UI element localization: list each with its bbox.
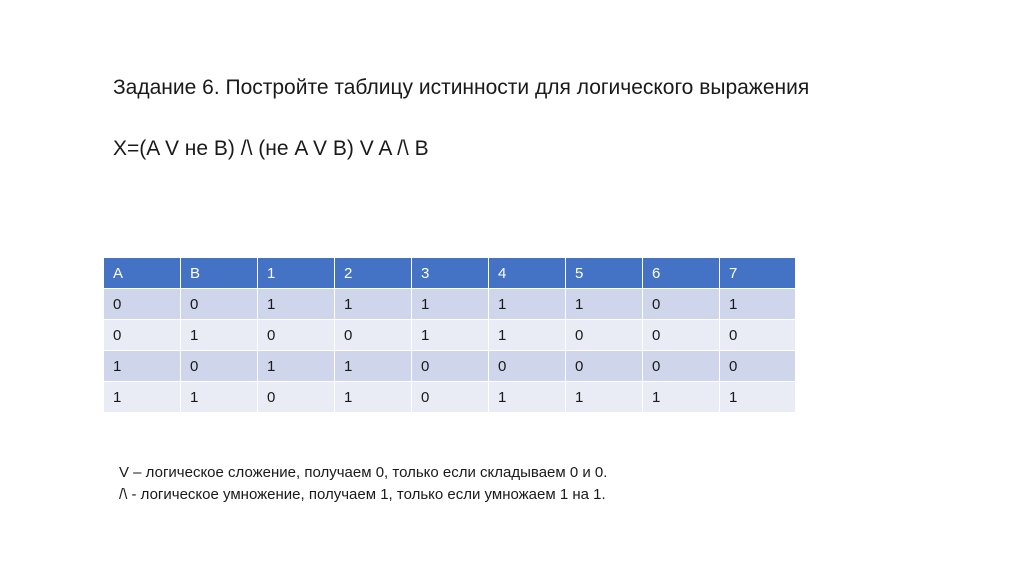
table-cell: 1 [104, 382, 181, 413]
table-cell: 1 [720, 289, 796, 320]
table-cell: 1 [335, 382, 412, 413]
table-row [104, 382, 796, 413]
header-cell-4: 4 [489, 258, 566, 289]
table-cell: 1 [181, 382, 258, 413]
truth-table [104, 258, 796, 413]
table-cell: 1 [412, 320, 489, 351]
table-cell: 0 [720, 320, 796, 351]
table-cell: 0 [104, 289, 181, 320]
table-cell: 0 [566, 320, 643, 351]
table-row [104, 289, 796, 320]
table-cell: 0 [566, 351, 643, 382]
table-cell: 0 [720, 351, 796, 382]
table-cell: 1 [566, 289, 643, 320]
table-cell: 1 [566, 382, 643, 413]
table-cell: 1 [489, 382, 566, 413]
table-cell: 0 [643, 351, 720, 382]
table-cell: 1 [720, 382, 796, 413]
table-cell: 1 [489, 320, 566, 351]
table-cell: 0 [643, 289, 720, 320]
table-cell: 0 [181, 289, 258, 320]
table-cell: 1 [335, 289, 412, 320]
header-cell-6: 6 [643, 258, 720, 289]
table-row [104, 320, 796, 351]
table-cell: 0 [258, 382, 335, 413]
notes [119, 462, 607, 506]
header-cell-3: 3 [412, 258, 489, 289]
note-or-definition: V – логическое сложение, получаем 0, только если складываем 0 и 0. [119, 464, 608, 481]
table-cell: 0 [335, 320, 412, 351]
table-row [104, 351, 796, 382]
table-cell: 0 [181, 351, 258, 382]
header-cell-2: 2 [335, 258, 412, 289]
table-cell: 1 [181, 320, 258, 351]
truth-table-header-row [104, 258, 796, 289]
table-cell: 1 [412, 289, 489, 320]
header-cell-7: 7 [720, 258, 796, 289]
header-cell-5: 5 [566, 258, 643, 289]
table-cell: 0 [104, 320, 181, 351]
table-cell: 1 [258, 289, 335, 320]
table-cell: 0 [643, 320, 720, 351]
table-cell: 0 [412, 382, 489, 413]
header-cell-a: A [104, 258, 181, 289]
table-cell: 1 [489, 289, 566, 320]
table-cell: 1 [258, 351, 335, 382]
table-cell: 0 [412, 351, 489, 382]
logical-expression: X=(A V не B) /\ (не A V B) V A /\ B [113, 137, 429, 160]
header-cell-b: B [181, 258, 258, 289]
table-cell: 0 [489, 351, 566, 382]
header-cell-1: 1 [258, 258, 335, 289]
task-title: Задание 6. Постройте таблицу истинности для логического выражения [113, 76, 810, 99]
table-cell: 1 [643, 382, 720, 413]
table-cell: 0 [258, 320, 335, 351]
table-cell: 1 [104, 351, 181, 382]
note-and-definition: /\ - логическое умножение, получаем 1, только если умножаем 1 на 1. [119, 486, 606, 503]
table-cell: 1 [335, 351, 412, 382]
